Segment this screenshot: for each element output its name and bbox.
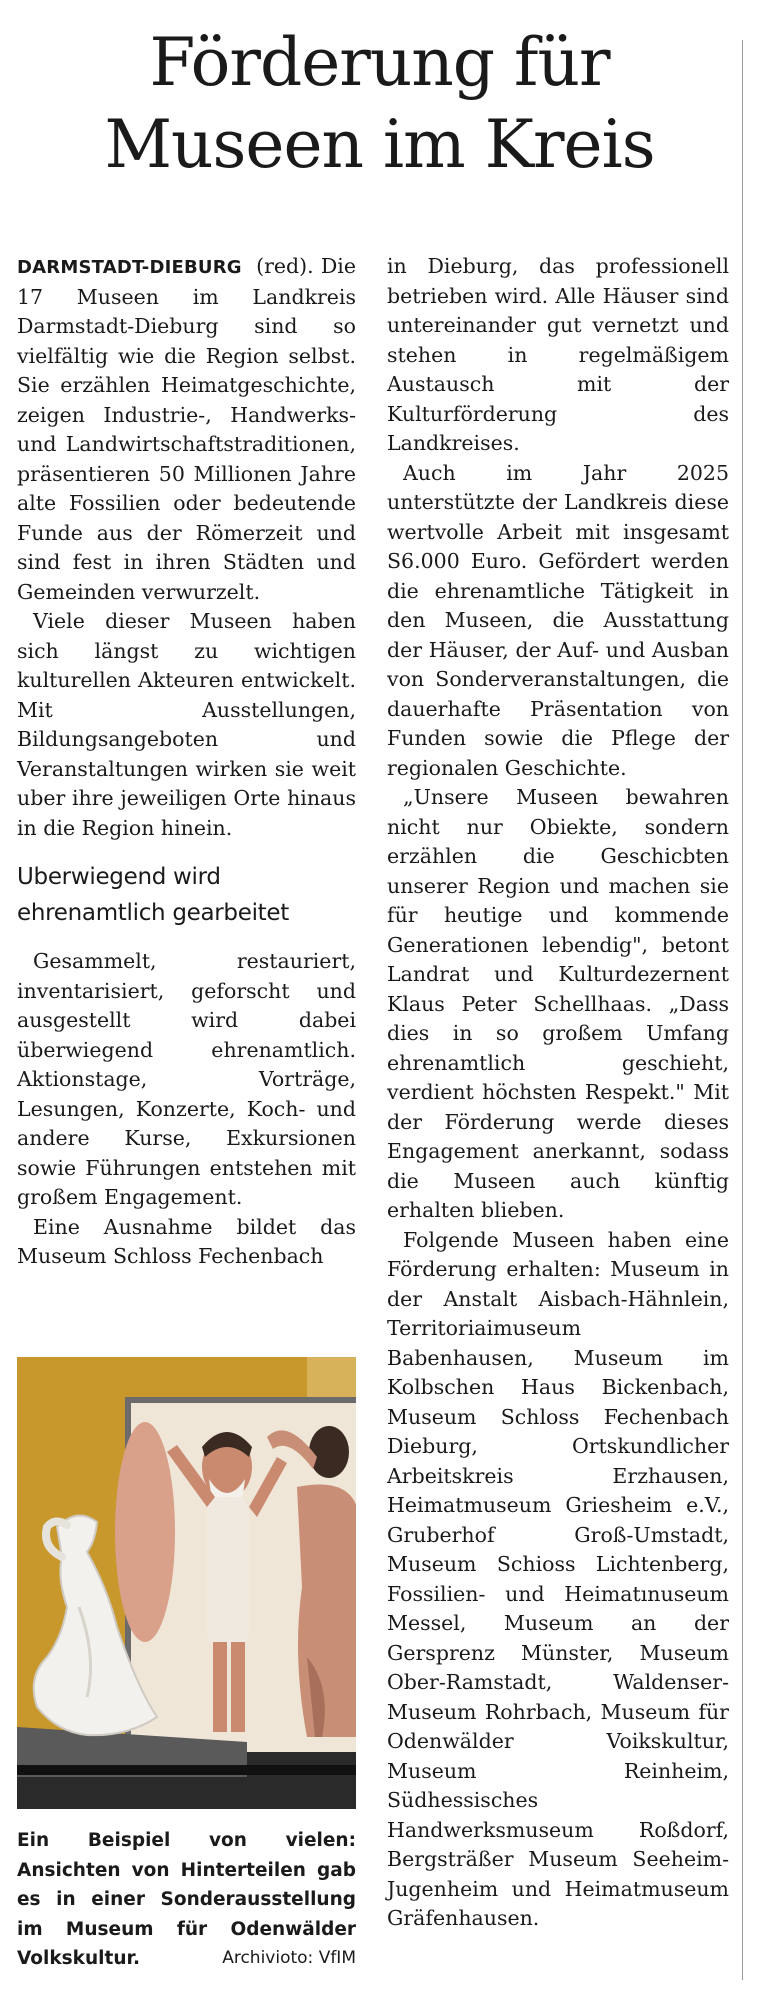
paragraph-7: „Unsere Museen bewahren nicht nur Obiekte, sondern erzählen die Geschicbten unserer Region und machen sie für heutige und kommende Generationen lebendig", betont Landrat und Kulturdezernent Klaus Peter Schellhaas. „Dass dies in so großem Umfang ehrenamtlich geschieht, verdient höchsten Respekt." Mit der Förderung werde dieses Engagement anerkannt, sodass die Museen auch künftig erhalten blieben. — [387, 785, 729, 1222]
column-rule — [742, 40, 743, 1980]
paragraph-6: Auch im Jahr 2025 unterstützte der Landkreis diese wertvolle Arbeit mit insgesamt S6.000 Euro. Gefördert werden die ehrenamtliche Tätigkeit in den Museen, die Ausstattung der Häuser, der Auf- und Ausban von Sonderveranstaltungen, die dauerhafte Präsentation von Funden sowie die Pflege der regionalen Geschichte. — [387, 460, 729, 780]
museum-photo — [17, 1357, 356, 1809]
headline-line-1: Förderung für — [149, 24, 610, 101]
photo-illustration — [17, 1357, 356, 1809]
paragraph-1 — [17, 252, 356, 607]
paragraph-8: Folgende Museen haben eine Förderung erhalten: Museum in der Anstalt Aisbach-Hähnlein, Territoriaimuseum Babenhausen, Museum im Kolbschen Haus Bickenbach, Museum Schloss Fechenbach Dieburg, Ortskundlicher Arbeitskreis Erzhausen, Heimatmuseum Griesheim e.V., Gruberhof Groß-Umstadt, Museum Schioss Lichtenberg, Fossilien- und Heimatınuseum Messel, Museum an der Gersprenz Münster, Museum Ober-Ramstadt, Waldenser-Museum Rohrbach, Museum für Odenwälder Voikskultur, Museum Reinheim, Südhessisches Handwerksmuseum Roßdorf, Bergsträßer Museum Seeheim-Jugenheim und Heimatmuseum Gräfenhausen. — [387, 1227, 729, 1930]
dateline: DARMSTADT-DIEBURG — [17, 257, 242, 278]
paragraph-3: Gesammelt, restauriert, inventarisiert, geforscht und ausgestellt wird dabei überwiegend ehrenamtlich. Aktionstage, Vorträge, Lesungen, Konzerte, Koch- und andere Kurse, Exkursionen sowie Führungen entstehen mit großem Engagement. — [17, 949, 356, 1209]
paragraph-2: Viele dieser Museen haben sich längst zu wichtigen kulturellen Akteuren entwickelt. Mit Ausstellungen, Bildungsangeboten und Veranstaltungen wirken sie weit uber ihre jeweiligen Orte hinaus in die Region hinein. — [17, 609, 356, 840]
paragraph-1-text: (red). Die 17 Museen im Landkreis Darmstadt-Dieburg sind so vielfältig wie die Region selbst. Sie erzählen Heimatgeschichte, zeigen Industrie-, Handwerks- und Landwirtschaftstraditionen, präsentieren 50 Millionen Jahre alte Fossilien oder bedeutende Funde aus der Römerzeit und sind fest in ihren Städten und Gemeinden verwurzelt. — [17, 254, 356, 604]
headline-line-2: Museen im Kreis — [104, 106, 655, 183]
paragraph-5: in Dieburg, das professionell betrieben wird. Alle Häuser sind untereinander gut vernetzt und stehen in regelmäßigem Austausch mit der Kulturförderung des Landkreises. — [387, 254, 729, 455]
subheading: Uberwiegend wird ehrenamtlich gearbeitet — [17, 864, 289, 926]
photo-credit: Archivioto: VfIM — [222, 1948, 356, 1968]
headline — [0, 22, 759, 186]
photo-caption — [17, 1826, 356, 1974]
caption-text: Ein Beispiel von vielen: Ansichten von Hinterteilen gab es in einer Sonderausstellung im Museum für Odenwälder Volkskultur. — [17, 1830, 356, 1969]
paragraph-4: Eine Ausnahme bildet das Museum Schloss Fechenbach — [17, 1214, 356, 1268]
left-column — [17, 252, 356, 1272]
right-column — [387, 252, 729, 1934]
